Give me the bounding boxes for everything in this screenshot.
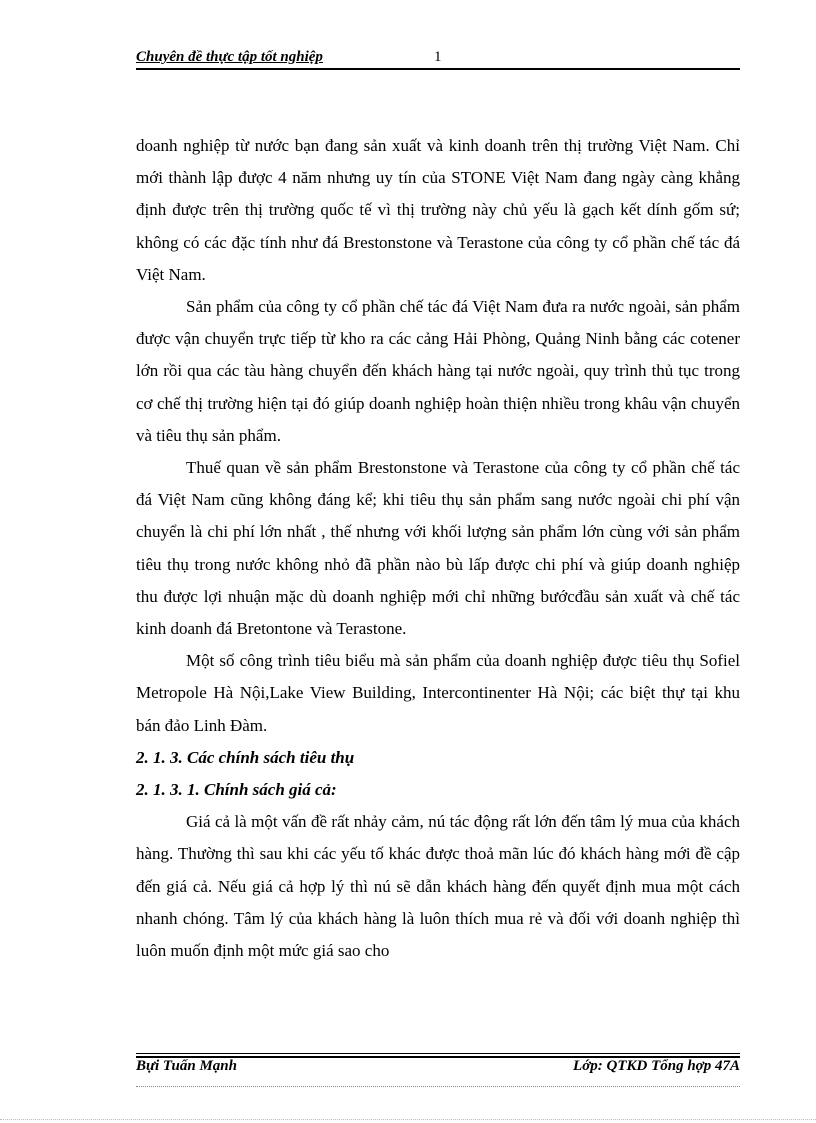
paragraph-continuation: doanh nghiệp từ nước bạn đang sản xuất và kinh doanh trên thị trường Việt Nam. Chỉ mới thành lập được 4 năm nhưng uy tín của STONE Việt Nam đang ngày càng khẳng định được trên thị trường quốc tế vì thị trường này chủ yếu là gạch kết dính gốm sứ; không có các đặc tính như đá Brestonstone và Terastone của công ty cổ phần chế tác đá Việt Nam.: [136, 136, 740, 284]
paragraph-export: Sản phẩm của công ty cổ phần chế tác đá Việt Nam đưa ra nước ngoài, sản phẩm được vận chuyển trực tiếp từ kho ra các cảng Hải Phòng, Quảng Ninh bằng các cotener lớn rồi qua các tàu hàng chuyển đến khách hàng tại nước ngoài, quy trình thủ tục trong cơ chế thị trường hiện tại đó giúp doanh nghiệp hoàn thiện nhiều trong khâu vận chuyển và tiêu thụ sản phẩm.: [136, 297, 740, 445]
body-text: [136, 130, 740, 967]
section-heading: 2. 1. 3. Các chính sách tiêu thụ: [136, 747, 355, 767]
footer-class: Lớp: QTKD Tổng hợp 47A: [573, 1058, 740, 1074]
footer-dotted-line: [136, 1086, 740, 1087]
page-header: [136, 49, 740, 69]
paragraph-projects: Một số công trình tiêu biểu mà sản phẩm của doanh nghiệp được tiêu thụ Sofiel Metropole Hà Nội,Lake View Building, Intercontinenter Hà Nội; các biệt thự tại khu bán đảo Linh Đàm.: [136, 651, 740, 735]
paragraph-price-policy: Giá cả là một vấn đề rất nhảy cảm, nú tác động rất lớn đến tâm lý mua của khách hàng. Thường thì sau khi các yếu tố khác được thoả mãn lúc đó khách hàng mới đề cập đến giá cả. Nếu giá cả hợp lý thì nú sẽ dẫn khách hàng đến quyết định mua một cách nhanh chóng. Tâm lý của khách hàng là luôn thích mua rẻ và đối với doanh nghiệp thì luôn muốn định một mức giá sao cho: [136, 812, 740, 961]
footer-author: Bựi Tuấn Mạnh: [136, 1058, 237, 1074]
page-bottom-border: [0, 1119, 816, 1120]
paragraph-tariff: Thuế quan về sản phẩm Brestonstone và Terastone của công ty cổ phần chế tác đá Việt Nam cũng không đáng kể; khi tiêu thụ sản phẩm sang nước ngoài chi phí vận chuyển là chi phí lớn nhất , thế nhưng với khối lượng sản phẩm lớn cùng với sản phẩm tiêu thụ trong nước không nhỏ đã phần nào bù lấp được chi phí và giúp doanh nghiệp thu được lợi nhuận mặc dù doanh nghiệp mới chỉ những bướcđầu sản xuất và chế tác kinh doanh đá Bretontone và Terastone.: [136, 458, 740, 639]
header-divider: [136, 68, 740, 70]
page-number: 1: [434, 49, 442, 65]
footer-divider-top: [136, 1053, 740, 1054]
subsection-heading: 2. 1. 3. 1. Chính sách giá cả:: [136, 780, 337, 800]
header-title: Chuyên đề thực tập tốt nghiệp: [136, 49, 323, 65]
